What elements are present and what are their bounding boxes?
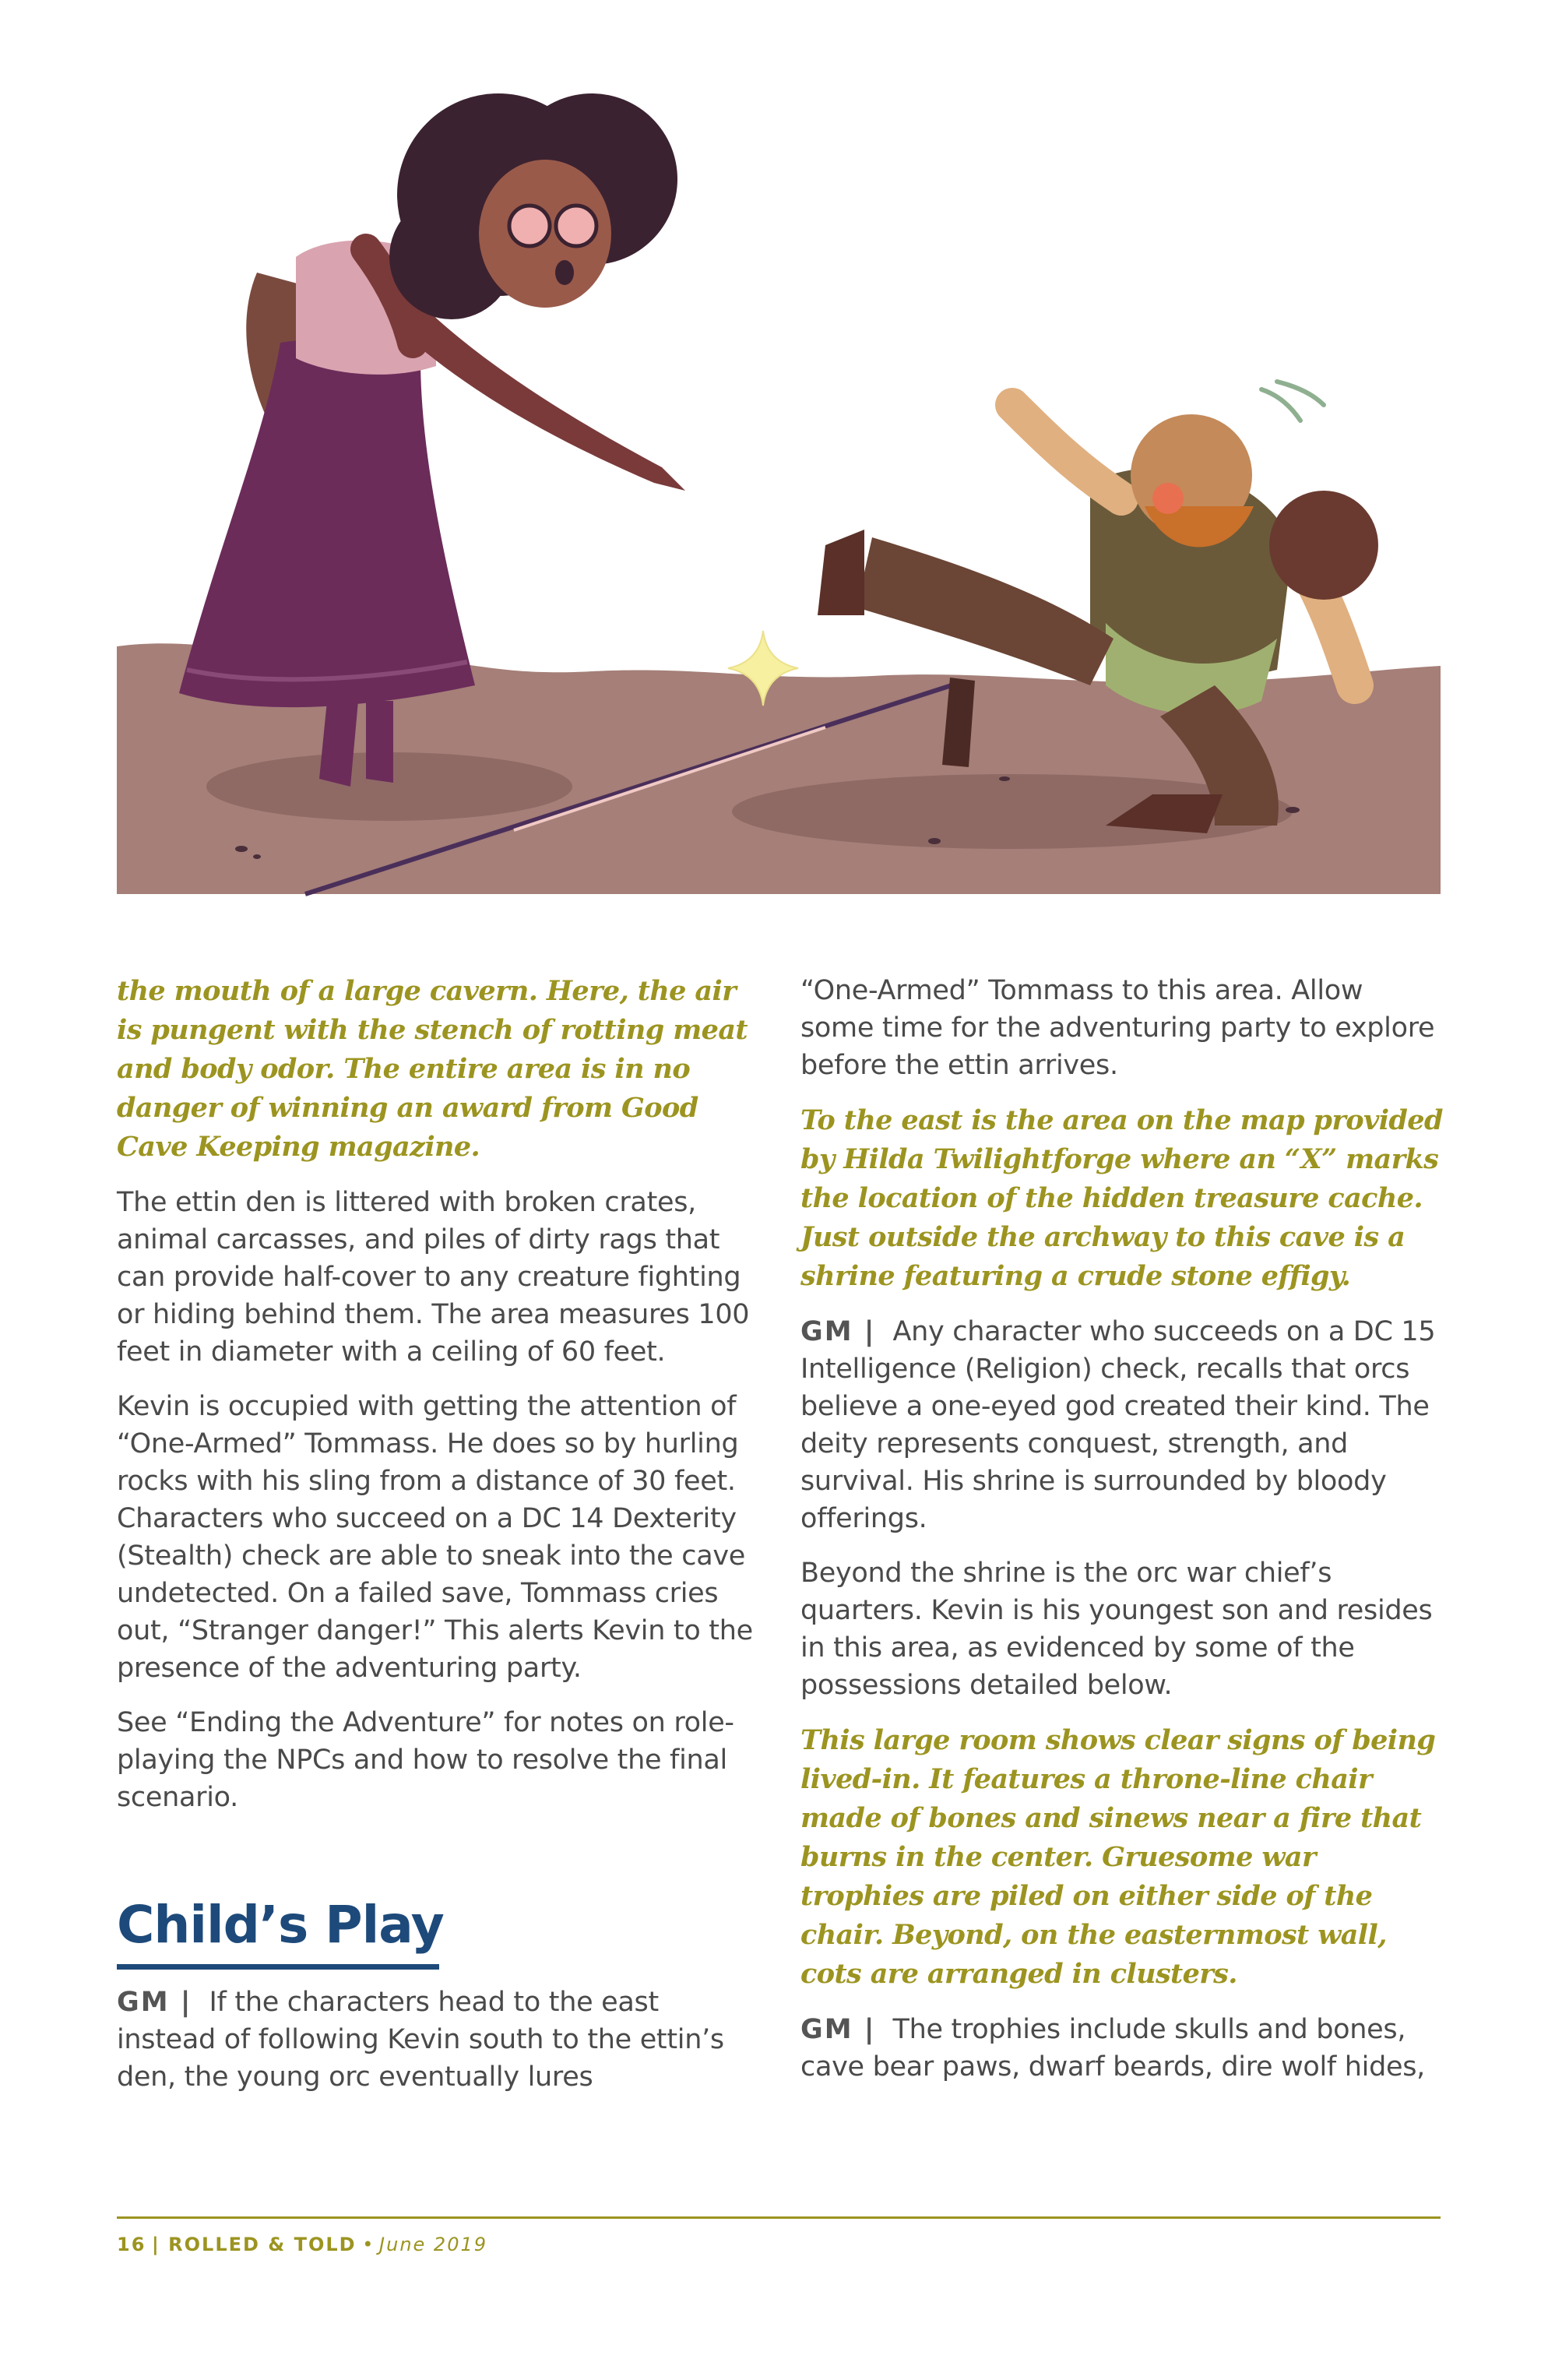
body-paragraph: See “Ending the Adventure” for notes on role-playing the NPCs and how to resolve the final scenario. xyxy=(117,1707,734,1813)
body-paragraph: The ettin den is littered with broken crates, animal carcasses, and piles of dirty rags that can provide half-cover to any creature fighting or hiding behind them. The area measures 100 feet in diameter with a ceiling of 60 feet. xyxy=(117,1187,750,1368)
gm-paragraph xyxy=(117,1984,760,2096)
issue-date: June 2019 xyxy=(379,2234,488,2255)
flavor-text: To the east is the area on the map provided by Hilda Twilightforge where an “X” marks the location of the hidden treasure cache. Just outside the archway to this cave is a shrine featuring a crude stone effigy. xyxy=(800,1104,1443,1292)
publication-name: | ROLLED & TOLD xyxy=(152,2234,357,2255)
gm-label: GM | xyxy=(800,2014,876,2045)
page-number: 16 xyxy=(117,2234,146,2255)
gm-text: The trophies include skulls and bones, cave bear paws, dwarf beards, dire wolf hides, xyxy=(800,2014,1426,2082)
flavor-text: This large room shows clear signs of being lived-in. It features a throne-line chair made of bones and sinews near a fire that burns in the center. Gruesome war trophies are piled on either side of the chair. Beyond, on the easternmost wall, cots are arranged in clusters. xyxy=(800,1724,1436,1990)
footer xyxy=(117,2234,487,2255)
right-column xyxy=(800,972,1444,2103)
left-column xyxy=(117,972,760,2113)
heading-underline xyxy=(117,1964,439,1970)
gm-text: If the characters head to the east instead of following Kevin south to the ettin’s den, the young orc eventually lures xyxy=(117,1987,724,2093)
gm-text: Any character who succeeds on a DC 15 Intelligence (Religion) check, recalls that orcs believe a one-eyed god created their kind. The deity represents conquest, strength, and survival. His shrine is surrounded by bloody offerings. xyxy=(800,1316,1436,1534)
footer-separator: • xyxy=(362,2234,374,2255)
gm-label: GM | xyxy=(800,1316,876,1347)
body-paragraph: Beyond the shrine is the orc war chief’s quarters. Kevin is his youngest son and resides in this area, as evidenced by some of the possessions detailed below. xyxy=(800,1558,1433,1701)
flavor-text: the mouth of a large cavern. Here, the air is pungent with the stench of rotting meat and body odor. The entire area is in no danger of winning an award from Good Cave Keeping magazine. xyxy=(117,975,748,1163)
gm-paragraph xyxy=(800,1313,1444,1537)
section-heading: Child’s Play xyxy=(117,1895,444,1955)
gm-paragraph xyxy=(800,2011,1444,2086)
gm-label: GM | xyxy=(117,1987,192,2018)
footer-rule xyxy=(117,2216,1441,2219)
body-paragraph: Kevin is occupied with getting the attention of “One-Armed” Tommass. He does so by hurling rocks with his sling from a distance of 30 feet. Characters who succeed on a DC 14 Dexterity (Stealth) check are able to sneak into the cave undetected. On a failed save, Tommass cries out, “Stranger danger!” This alerts Kevin to the presence of the adventuring party. xyxy=(117,1391,753,1684)
illustration xyxy=(0,0,1548,903)
body-paragraph: “One-Armed” Tommass to this area. Allow some time for the adventuring party to explore before the ettin arrives. xyxy=(800,975,1435,1081)
